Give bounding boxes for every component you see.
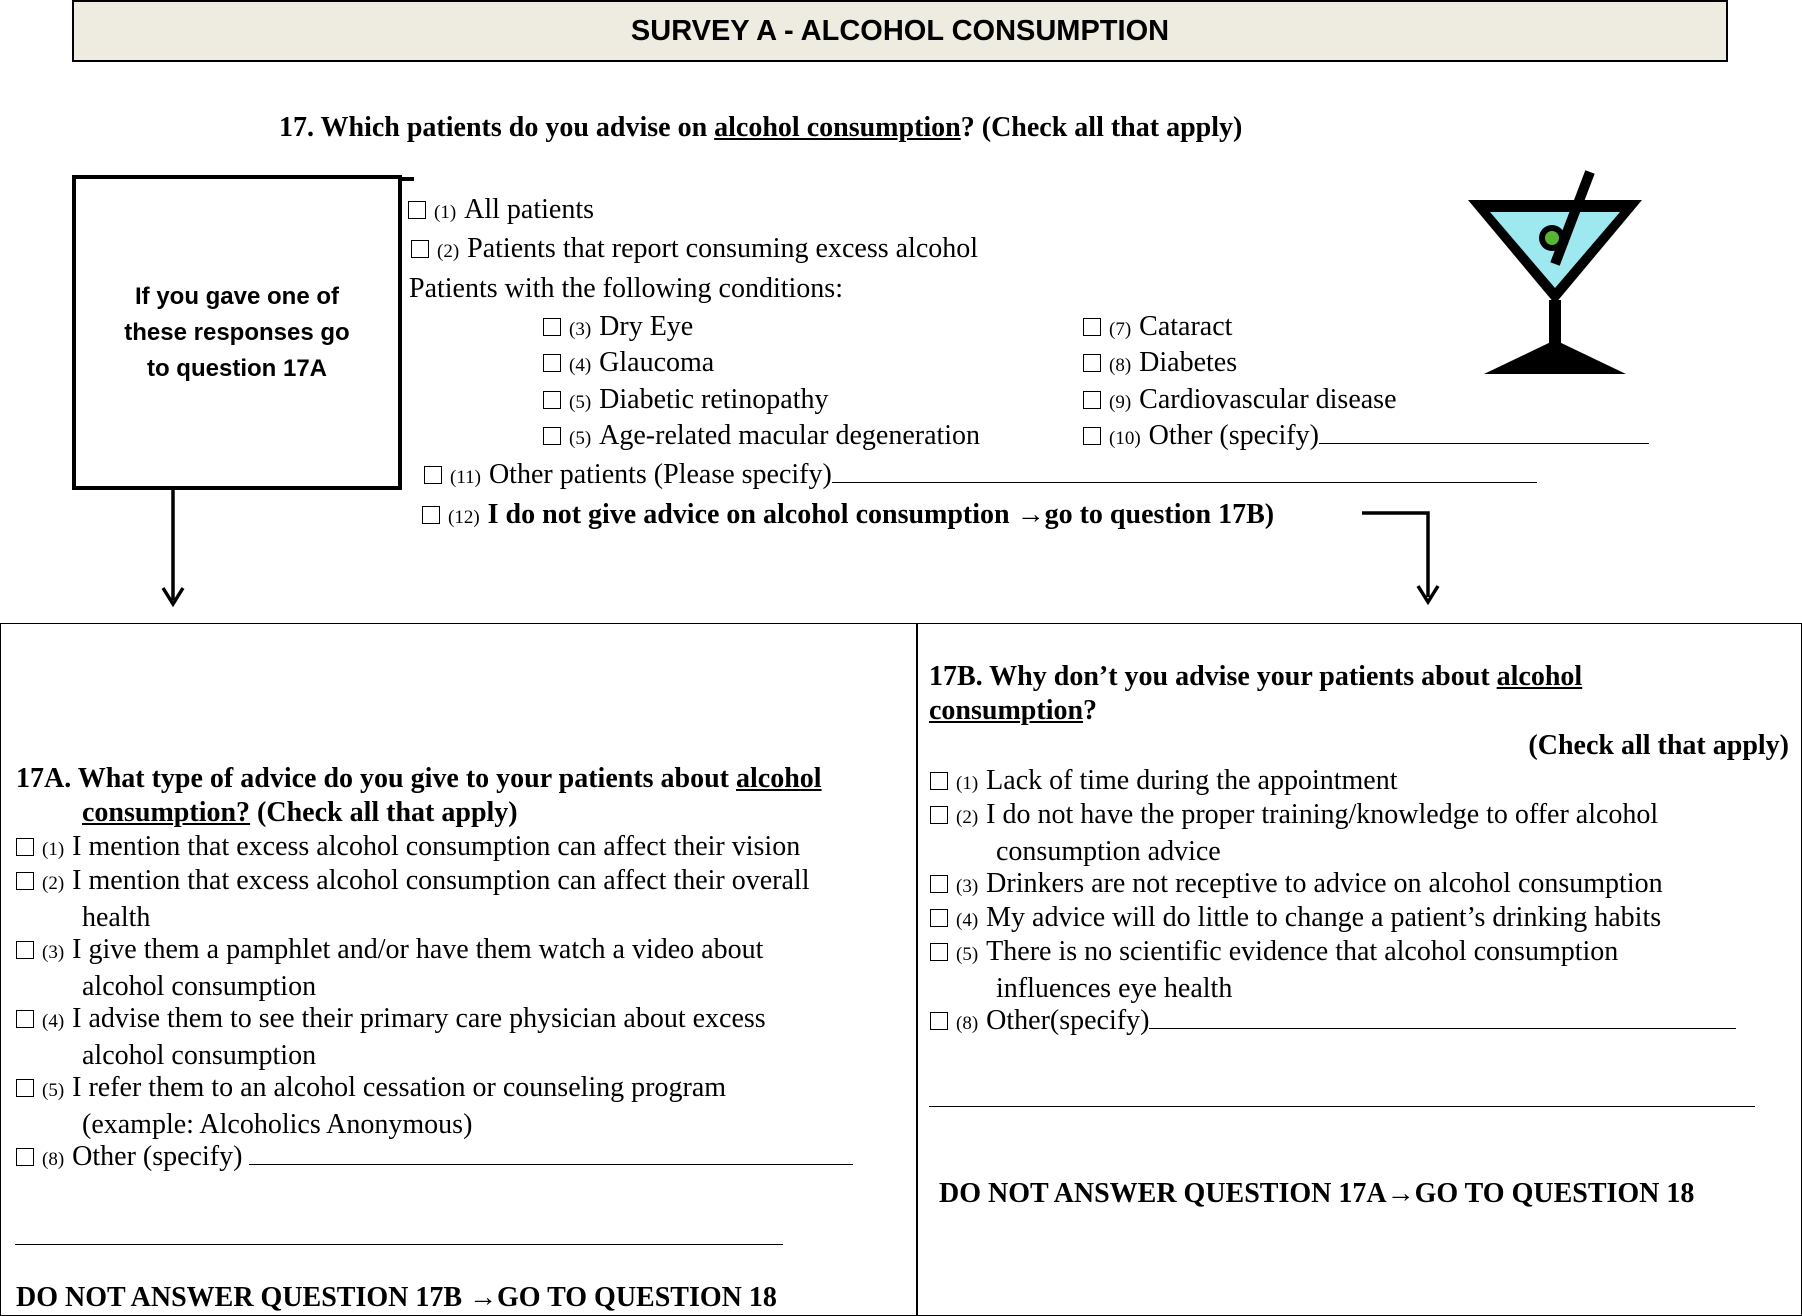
checkbox[interactable] <box>930 772 948 790</box>
option-label: I refer them to an alcohol cessation or counseling program <box>72 1072 727 1103</box>
condition-diabetic-retinopathy[interactable] <box>543 383 829 420</box>
option-number: (4) <box>569 355 592 376</box>
option-number: (5) <box>569 428 592 449</box>
checkbox[interactable] <box>424 466 442 484</box>
q17a-option-1[interactable] <box>16 830 800 867</box>
option-label: I give them a pamphlet and/or have them watch a video about <box>72 934 764 965</box>
option-number: (2) <box>42 873 65 894</box>
option-label: Other(specify) <box>986 1005 1150 1036</box>
option-label-continued: consumption advice <box>996 836 1221 867</box>
panel-17b <box>916 623 1802 1316</box>
option-number: (4) <box>956 910 979 931</box>
option-label: Cataract <box>1139 311 1233 342</box>
option-label: Dry Eye <box>599 311 694 342</box>
option-number: (12) <box>448 507 480 528</box>
option-number: (8) <box>956 1013 979 1034</box>
question-17b-underlined-1: alcohol <box>1496 661 1583 692</box>
q17a-option-5[interactable] <box>16 1071 726 1142</box>
condition-dry-eye[interactable] <box>543 310 693 347</box>
option-number: (8) <box>42 1149 65 1170</box>
option-label: Age-related macular degeneration <box>599 420 981 451</box>
option-label: Diabetic retinopathy <box>599 384 829 415</box>
q17b-extra-blank-line[interactable] <box>929 1106 1755 1107</box>
martini-glass-icon <box>1462 164 1646 376</box>
q17b-option-3[interactable] <box>930 867 1663 904</box>
option-label: Drinkers are not receptive to advice on alcohol consumption <box>986 868 1663 899</box>
option-number: (1) <box>956 773 979 794</box>
checkbox[interactable] <box>16 1148 34 1166</box>
conditions-label-text: Patients with the following conditions: <box>409 273 843 304</box>
panel-17a <box>0 623 918 1316</box>
arrow-to-17a <box>163 490 183 604</box>
option-label: I do not have the proper training/knowledge to offer alcohol <box>986 799 1659 830</box>
option-label: All patients <box>464 194 595 225</box>
survey-title-text: SURVEY A - ALCOHOL CONSUMPTION <box>630 14 1170 47</box>
condition-glaucoma[interactable] <box>543 346 714 383</box>
q17b-option-2[interactable] <box>930 798 1658 869</box>
option-number: (1) <box>42 839 65 860</box>
checkbox[interactable] <box>16 941 34 959</box>
checkbox[interactable] <box>543 391 561 409</box>
q17a-option-8[interactable] <box>16 1140 853 1177</box>
option-label-continued: alcohol consumption <box>82 1040 317 1071</box>
option-label: Other (specify) <box>1148 420 1319 451</box>
checkbox[interactable] <box>930 875 948 893</box>
option-number: (9) <box>1109 392 1132 413</box>
q17a-footer <box>16 1282 777 1314</box>
option-number: (4) <box>42 1011 65 1032</box>
q17b-option-1[interactable] <box>930 764 1398 801</box>
check-all-text: (Check all that apply) <box>1528 730 1789 761</box>
checkbox[interactable] <box>930 909 948 927</box>
checkbox[interactable] <box>16 1010 34 1028</box>
checkbox[interactable] <box>411 240 429 258</box>
q17b-option-5[interactable] <box>930 935 1618 1006</box>
q17a-option-4[interactable] <box>16 1002 766 1073</box>
question-17-prefix: 17. Which patients do you advise on <box>279 112 715 143</box>
checkbox[interactable] <box>1083 354 1101 372</box>
q17a-option-2[interactable] <box>16 864 810 935</box>
option-label-continued: alcohol consumption <box>82 971 317 1002</box>
question-17a-underlined-2: consumption? <box>82 797 251 828</box>
arrow-to-17b <box>1362 513 1438 602</box>
condition-diabetes[interactable] <box>1083 346 1237 383</box>
question-17a-underlined-1: alcohol <box>736 763 822 794</box>
checkbox[interactable] <box>16 838 34 856</box>
question-17b-underlined-2: consumption <box>929 695 1084 726</box>
q17a-other-specify-field[interactable] <box>249 1140 853 1165</box>
option-number: (8) <box>1109 355 1132 376</box>
checkbox[interactable] <box>408 201 426 219</box>
option-number: (1) <box>434 202 457 223</box>
option-label: My advice will do little to change a patient’s drinking habits <box>986 902 1662 933</box>
checkbox[interactable] <box>930 1012 948 1030</box>
q17b-footer <box>939 1178 1694 1210</box>
q17-option-11[interactable] <box>424 458 1537 495</box>
checkbox[interactable] <box>422 506 440 524</box>
q17b-option-8[interactable] <box>930 1004 1736 1041</box>
checkbox[interactable] <box>930 806 948 824</box>
option-label: Other (specify) <box>72 1141 243 1172</box>
question-17b-prefix: 17B. Why don’t you advise your patients about <box>929 661 1497 692</box>
condition-cataract[interactable] <box>1083 310 1232 347</box>
option-label-continued: health <box>82 902 151 933</box>
q17a-extra-blank-line[interactable] <box>15 1244 783 1245</box>
option-label-continued: (example: Alcoholics Anonymous) <box>82 1109 473 1140</box>
q17a-footer-text: DO NOT ANSWER QUESTION 17B →GO TO QUESTION 18 <box>16 1282 777 1313</box>
q17-option-2[interactable] <box>411 232 978 269</box>
condition-other[interactable] <box>1083 419 1649 456</box>
option-label-continued: influences eye health <box>996 973 1233 1004</box>
checkbox[interactable] <box>930 943 948 961</box>
option-label: I do not give advice on alcohol consumption →go to question 17B) <box>487 499 1275 530</box>
checkbox[interactable] <box>543 427 561 445</box>
condition-cardiovascular[interactable] <box>1083 383 1397 420</box>
checkbox[interactable] <box>543 318 561 336</box>
checkbox[interactable] <box>1083 427 1101 445</box>
checkbox[interactable] <box>543 354 561 372</box>
option-label: I mention that excess alcohol consumption can affect their overall <box>72 865 810 896</box>
conditions-label <box>409 272 843 306</box>
option-number: (3) <box>569 319 592 340</box>
q17a-option-3[interactable] <box>16 933 763 1004</box>
checkbox[interactable] <box>16 1079 34 1097</box>
condition-amd[interactable] <box>543 419 980 456</box>
checkbox[interactable] <box>16 872 34 890</box>
question-17-suffix: ? (Check all that apply) <box>960 112 1243 143</box>
option-number: (10) <box>1109 428 1141 449</box>
option-label: Lack of time during the appointment <box>986 765 1398 796</box>
option-number: (7) <box>1109 319 1132 340</box>
question-17a-title <box>16 762 822 830</box>
option-label: Diabetes <box>1139 347 1238 378</box>
option-number: (2) <box>437 241 460 262</box>
option-number: (2) <box>956 807 979 828</box>
q17-option-12[interactable] <box>422 498 1274 535</box>
question-17-underlined: alcohol consumption <box>714 112 961 143</box>
q17b-footer-text: DO NOT ANSWER QUESTION 17A→GO TO QUESTION 18 <box>939 1178 1695 1209</box>
checkbox[interactable] <box>1083 391 1101 409</box>
question-17b-check-all <box>1528 730 1789 762</box>
option-label: Other patients (Please specify) <box>488 459 832 490</box>
option-number: (5) <box>956 944 979 965</box>
option-number: (3) <box>956 876 979 897</box>
option-label: Cardiovascular disease <box>1139 384 1397 415</box>
q17-option-1[interactable] <box>408 193 594 230</box>
option-number: (3) <box>42 942 65 963</box>
condition-other-specify-field[interactable] <box>1319 419 1649 444</box>
option-number: (5) <box>42 1080 65 1101</box>
other-patients-specify-field[interactable] <box>832 458 1537 483</box>
checkbox[interactable] <box>1083 318 1101 336</box>
question-17a-suffix: (Check all that apply) <box>250 797 518 828</box>
question-17b-suffix: ? <box>1083 695 1098 726</box>
question-17b-title <box>929 660 1582 728</box>
option-label: I mention that excess alcohol consumption can affect their vision <box>72 831 801 862</box>
option-number: (5) <box>569 392 592 413</box>
instruction-box-text: If you gave one of these responses go to question 17A <box>124 282 350 382</box>
option-label: I advise them to see their primary care physician about excess <box>72 1003 766 1034</box>
q17b-option-4[interactable] <box>930 901 1661 938</box>
option-number: (11) <box>450 467 481 488</box>
q17b-other-specify-field[interactable] <box>1149 1004 1736 1029</box>
option-label: There is no scientific evidence that alcohol consumption <box>986 936 1619 967</box>
option-label: Patients that report consuming excess alcohol <box>467 233 979 264</box>
question-17a-prefix: 17A. What type of advice do you give to your patients about <box>16 763 737 794</box>
option-label: Glaucoma <box>599 347 715 378</box>
